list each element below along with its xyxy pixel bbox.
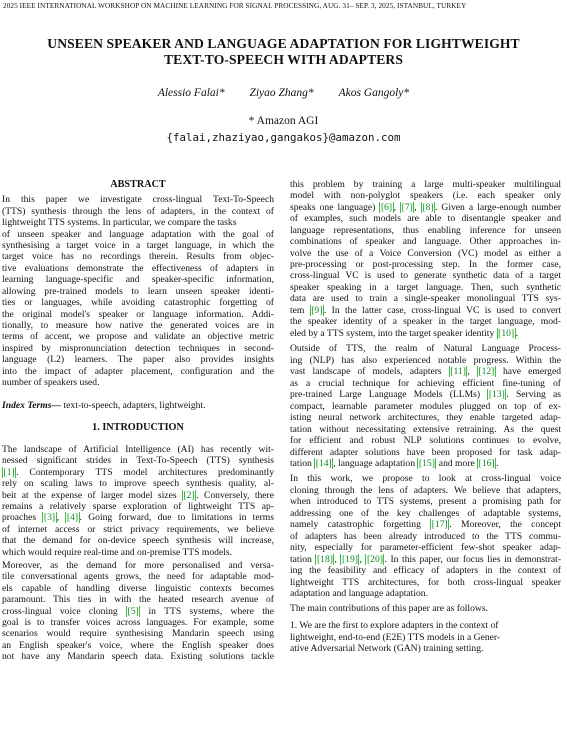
title-line-1: UNSEEN SPEAKER AND LANGUAGE ADAPTATION FOR LIGHTWEIGHT [47,36,520,51]
text-line: scenarios would require synthesising Mandarin speech using [2,628,274,639]
citation-link[interactable]: [2] [183,490,195,501]
text-line: tive evaluations demonstrate the effectiveness of adapters in [2,263,274,274]
text-line: [1] . Contemporary TTS model architectures predominantly [3,467,274,478]
text-line: inspired by mispronunciation detection techniques in second- [2,343,274,354]
text-line: combinations of speaker and language. Other approaches in- [290,236,561,247]
text-line: data are used to train a single-speaker monolingual TTS sys- [290,293,561,304]
text-line: an English speaker's voice, where the English speaker does [2,640,274,651]
text-line: of internet access or strict privacy requirements, we believe [2,524,274,535]
citation-link[interactable]: [17] [431,519,448,530]
text-line: beit at the expense of larger model sizes [2] . Conversely, there [2,490,274,501]
text-line: goal is to transfer voices across languages. For example, some [2,617,274,628]
text-line: tem [9] . In the latter case, cross-lingual VC is used to convert [290,305,561,316]
text-line: number of speakers used. [2,377,100,388]
text-line: tile conversational agents grows, the need for adaptable mod- [2,571,274,582]
text-line: Moreover, as the demand for more personalised and versa- [2,560,274,571]
citation-link[interactable]: [16] [478,458,495,469]
text-line: ing (NLP) has also experienced notable progress. Within the [290,355,561,366]
text-line: pre-trained Large Language Models (LLMs) [13] . Serving as [290,389,561,400]
citation-link[interactable]: [3] [43,512,56,523]
text-line: lightweight TTS systems. In particular, we compare the tasks [2,217,237,228]
text-line: into the impact of adapter placement, configuration and the [2,366,274,377]
text-line: Outside of TTS, the realm of Natural Language Process- [290,343,561,354]
text-line: which would require real-time and on-premise TTS models. [2,547,233,558]
text-line: for efficient and robust NLP solutions continues to evolve, [290,435,561,446]
text-line: nity, especially for parameter-efficient few-shot speaker adap- [290,542,561,553]
text-line: isting neural network architectures, they enable targeted adap- [290,412,561,423]
text-line: learning language-specific and speaker-specific information, [2,274,274,285]
text-line: In this work, we propose to look at cross-lingual voice [290,473,561,484]
author-1: Alessio Falai* [157,87,225,99]
citation-link[interactable]: [13] [488,389,505,400]
text-line: terms of accent, we propose and validate an objective metric [2,331,274,342]
citation-link[interactable]: [12] [478,366,495,377]
text-line: not have any Mandarin speech data. Existing solutions tackle [2,651,274,662]
text-line: different adapter solutions have been proposed for task adap- [290,447,561,458]
citation-link[interactable]: [8] [422,202,434,213]
text-line: The landscape of Artificial Intelligence (AI) has recently wit- [2,444,274,455]
author-2: Ziyao Zhang* [249,87,314,99]
citation-link[interactable]: [19] [341,554,358,565]
paper-title [0,36,567,68]
text-line: adaptation and language adaptation. [290,588,428,599]
title-line-2: TEXT-TO-SPEECH WITH ADAPTERS [164,52,403,67]
author-3: Akos Gangoly* [338,87,410,99]
text-line: ties or languages, while avoiding catastrophic forgetting of [2,297,274,308]
text-line: synthesising a target voice in a target language, in which the [2,240,274,251]
text-line: remains a relatively sparse exploration of lightweight TTS ap- [2,501,274,512]
text-line: when introduced to TTS systems, present a promising path for [290,496,561,507]
text-line: paramount. This ties in with the heated research avenue of [2,594,274,605]
text-line: namely catastrophic forgetting [17] . Moreover, the concept [290,519,561,530]
text-line: the original model's speaker or language information. Addi- [2,309,274,320]
citation-link[interactable]: [15] [418,458,435,469]
text-line: addressing one of the key challenges of adaptable systems, [290,508,561,519]
text-line: vast landscape of models, adapters [11] , [12] have emerged [290,366,561,377]
section-heading: 1. INTRODUCTION [92,422,184,433]
text-line: proaches [3] , [4] . Going forward, due to limitations in terms [2,512,274,523]
author-list [0,86,567,100]
text-line: tionally, to measure how native the generated voices are in [2,320,274,331]
text-line: 1. We are the first to explore adapters in the context of [290,620,499,631]
text-line: eled by a TTS system, into the target speaker identity [10] . [290,328,519,339]
text-line: language (L2) learners. The paper also provides insights [2,354,274,365]
text-line: tation [18] , [19] , [20] . In this paper, our focus lies in demonstrat- [290,554,561,565]
text-line: rely on scaling laws to improve speech synthesis quality, al- [2,478,274,489]
text-line: lightweight TTS architectures, for both cross-lingual speaker [290,577,561,588]
text-line: compact, learnable parameter modules plugged on top of ex- [290,401,561,412]
text-line: that the demand for on-device speech synthesis will increase, [2,535,274,546]
text-line: tation [14] , language adaptation [15] and more [16] . [290,458,499,469]
citation-link[interactable]: [7] [401,202,413,213]
text-line: cross-lingual voice cloning [5] in TTS systems, where the [2,606,274,617]
text-line: volve the use of a Voice Conversion (VC) model as either a [290,248,561,259]
text-line: the speaker identity of a speaker in the target language, mod- [290,316,561,327]
text-line: (TTS) synthesis through the lens of adapters, in the context of [2,206,274,217]
text-line: lightweight, end-to-end (E2E) TTS models in a Gener- [290,632,501,643]
affiliation: * Amazon AGI [248,115,319,127]
citation-link[interactable]: [6] [380,202,393,213]
text-line: nessed significant strides in Text-To-Speech (TTS) synthesis [2,455,274,466]
text-line: The main contributions of this paper are as follows. [290,603,488,614]
text-line: language representations, thus enabling inference for unseen [290,225,561,236]
text-line: In this paper we investigate cross-lingual Text-To-Speech [2,194,274,205]
text-line: allowing pre-trained models to learn unseen speaker identi- [2,286,274,297]
citation-link[interactable]: [11] [450,366,466,377]
text-line: ative Adversarial Network (GAN) training setting. [290,643,484,654]
text-line: speaks one language) [6] , [7] , [8] . Given a large-enough number [290,202,561,213]
conference-header: 2025 IEEE INTERNATIONAL WORKSHOP ON MACHINE LEARNING FOR SIGNAL PROCESSING, AUG. 31– SEP. 3, 2025, ISTANBUL, TURKEY [3,1,467,10]
citation-link[interactable]: [4] [66,512,79,523]
text-line: cloning through the lens of adapters. We believe that adapters, [290,485,561,496]
index-terms-text: text-to-speech, adapters, lightweight. [61,400,206,411]
text-line: speaker speaking in a target language. Then, such synthetic [290,282,561,293]
citation-link[interactable]: [14] [315,458,332,469]
citation-link[interactable]: [20] [366,554,383,565]
citation-link[interactable]: [18] [316,554,333,565]
text-line: of unseen speaker and language adaptation with the goal of [2,229,274,240]
text-line: target voice has no recordings therein. Results from objec- [2,251,274,262]
citation-link[interactable]: [1] [3,467,15,478]
text-line: model with non-polyglot speakers (i.e. each speaker only [290,190,561,201]
author-email: {falai,zhaziyao,gangakos}@amazon.com [166,131,401,144]
text-line: cross-lingual VC is used to generate synthetic data of a target [290,270,561,281]
text-line: of examples, such models are able to disentangle speaker and [290,213,561,224]
text-line: els capable of handling diverse linguistic contexts becomes [2,583,274,594]
text-line: as a crucial technique for achieving efficient fine-tuning of [290,378,561,389]
citation-link[interactable]: [9] [311,305,323,316]
citation-link[interactable]: [5] [127,606,139,617]
text-line: pre-processing or post-processing step. In the former case, [290,259,561,270]
section-heading: ABSTRACT [110,179,166,190]
text-line: of adapters has been already introduced to the TTS commu- [290,531,561,542]
citation-link[interactable]: [10] [498,328,515,339]
text-line: tation without necessitating extensive retraining. As the quest [290,424,561,435]
index-terms [2,400,274,411]
text-line: ing the feasibility and efficacy of adapters in the context of [290,565,561,576]
index-terms-label: Index Terms— [2,400,62,411]
text-line: this problem by training a large multi-speaker multilingual [290,179,561,190]
